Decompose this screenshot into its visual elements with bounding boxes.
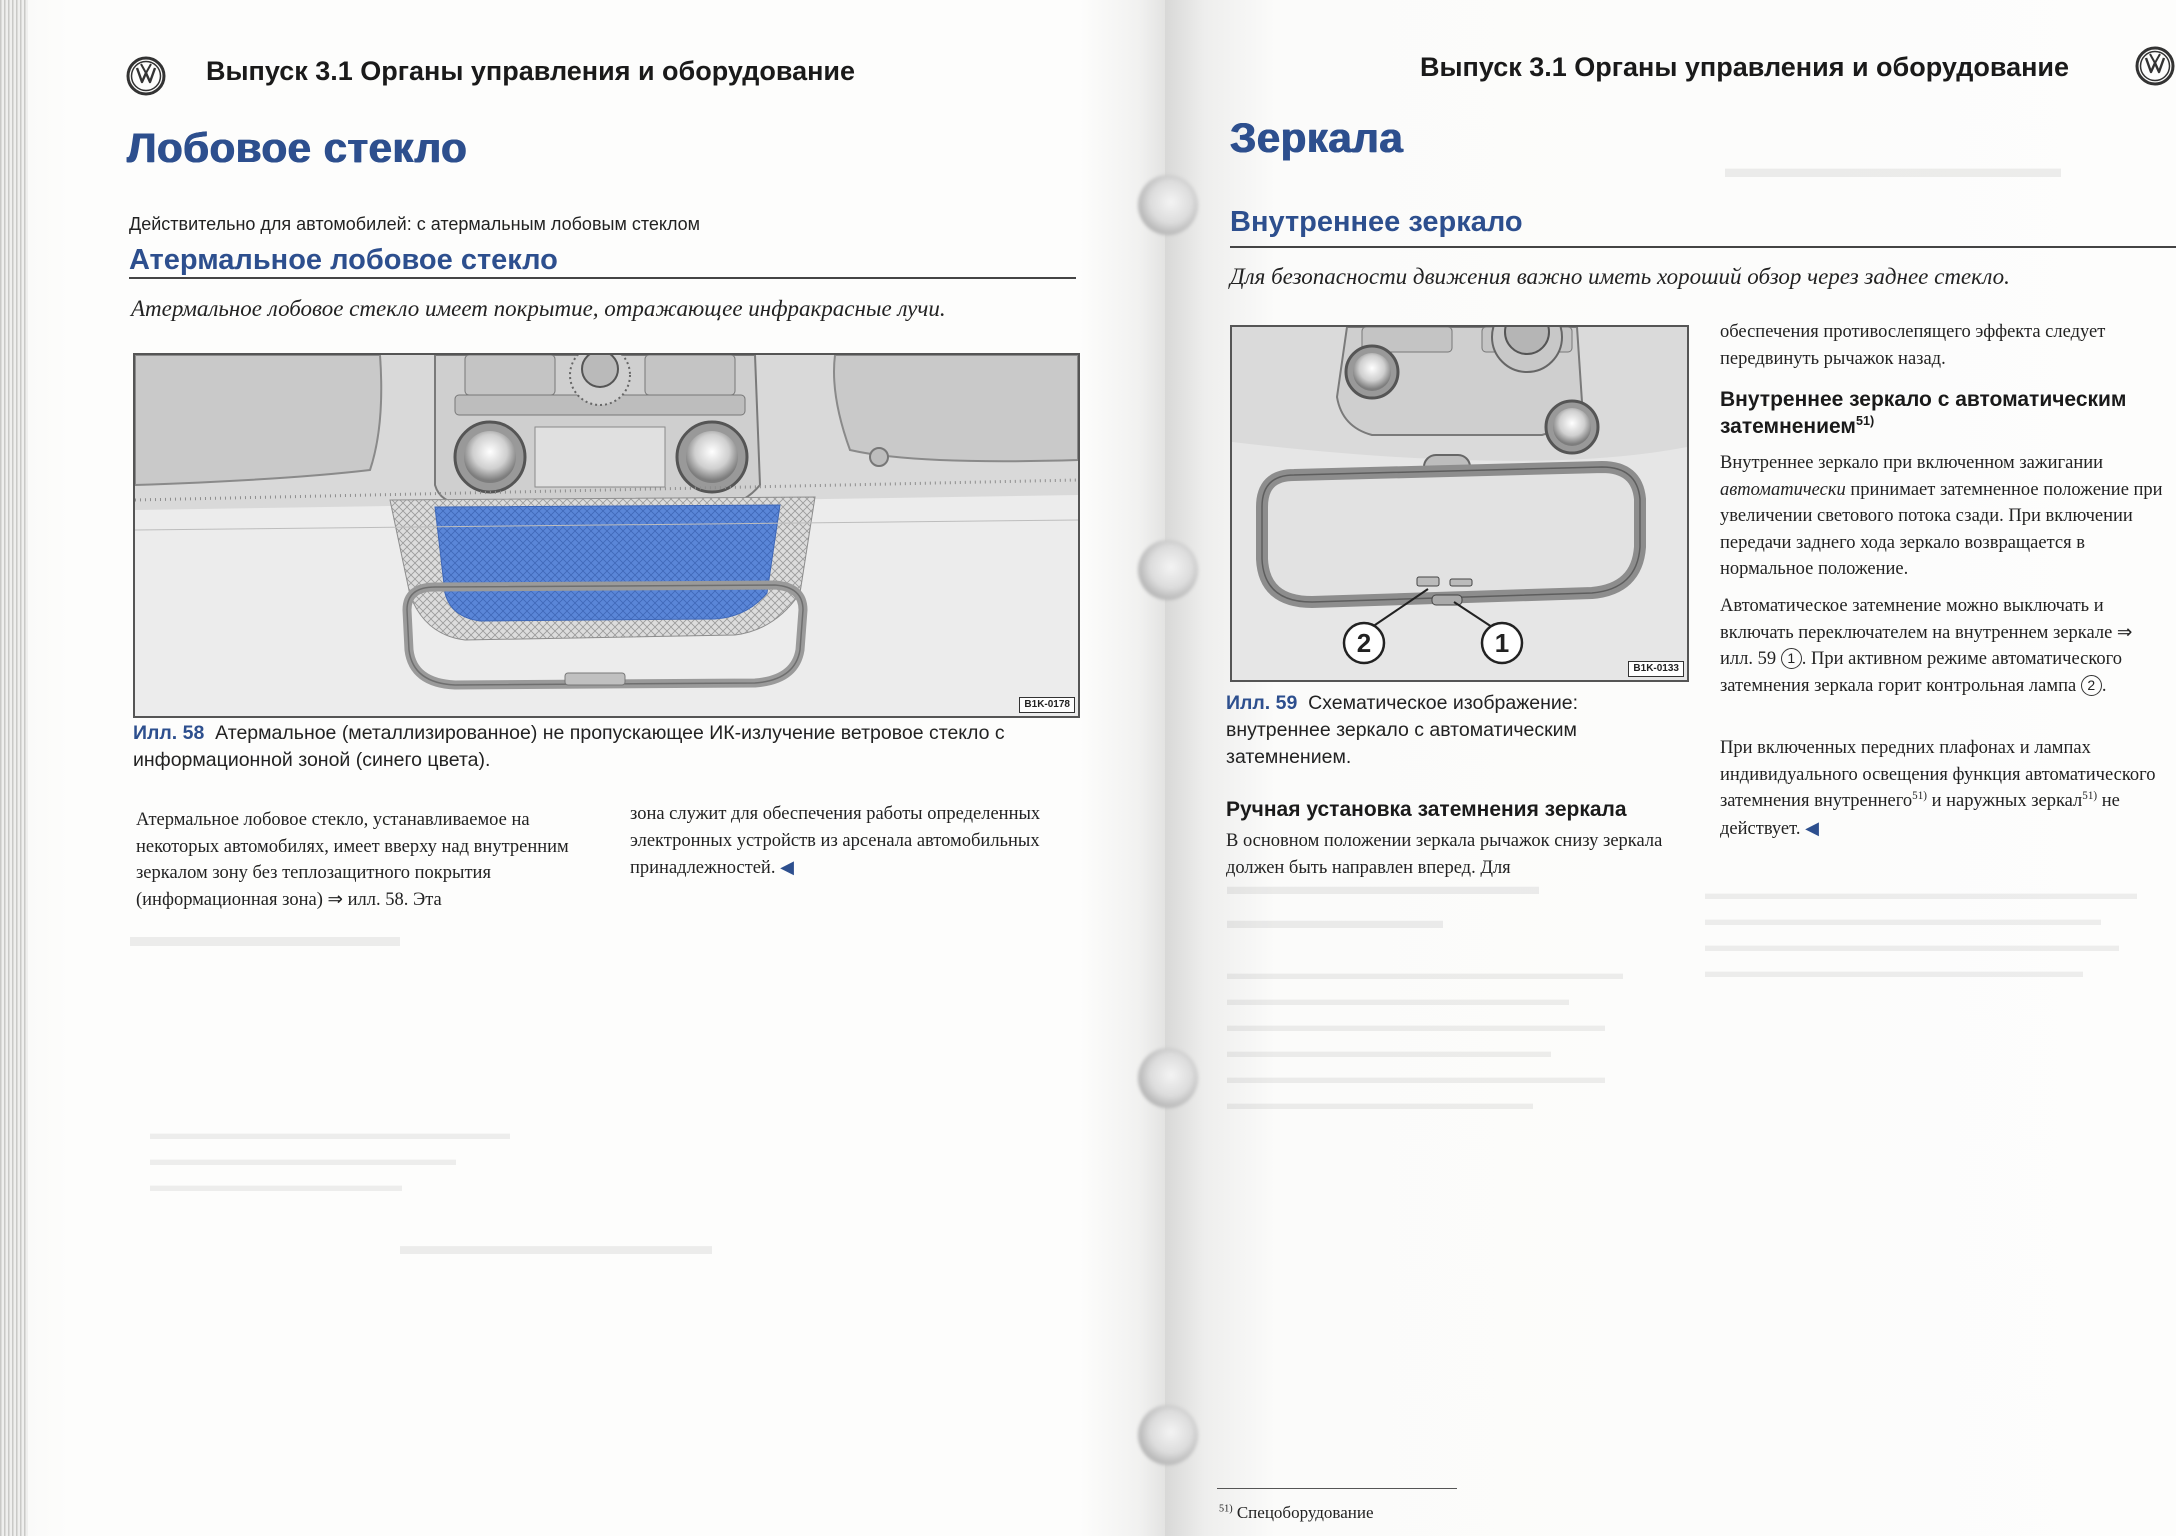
section-rule <box>129 277 1076 279</box>
page-title: Зеркала <box>1230 114 1404 161</box>
figure-59-caption <box>1226 690 1646 771</box>
running-head: Выпуск 3.1 Органы управления и оборудование <box>206 56 856 86</box>
validity-note: Действительно для автомобилей: с атермальным лобовым стеклом <box>129 214 701 234</box>
bleed-through-text: ▬▬▬▬▬▬▬▬▬▬▬▬▬▬▬▬▬▬▬▬▬▬▬▬ ▬▬▬▬▬▬▬▬▬▬▬▬▬▬▬▬▬▬▬▬▬▬ ▬▬▬▬▬▬▬▬▬▬▬▬▬▬▬▬▬▬▬▬▬▬▬ ▬▬▬▬▬▬▬▬▬▬▬▬▬▬▬▬▬▬▬▬▬ <box>1705 883 2137 981</box>
end-of-section-icon: ◀ <box>1805 817 1819 838</box>
footnote-text: Спецоборудование <box>1236 1503 1374 1522</box>
caption-label: Илл. 58 <box>133 722 205 744</box>
circled-number-1: 1 <box>1781 648 1802 669</box>
caption-text: Атермальное (металлизированное) не пропускающее ИК-излучение ветровое стекло с информационной зоной (синего цвета). <box>133 722 1005 771</box>
bleed-through-text: ▬▬▬▬▬▬▬▬▬▬▬▬ <box>1725 152 2061 183</box>
footnote-number: 51) <box>1219 1503 1233 1515</box>
mirror-illustration <box>1232 327 1687 680</box>
circled-number-2: 2 <box>2081 675 2102 696</box>
lead-text: Для безопасности движения важно иметь хороший обзор через заднее стекло. <box>1230 264 2010 289</box>
text-run: не действует. <box>1720 791 2120 839</box>
vw-logo-icon <box>2135 46 2175 86</box>
auto-dimming-paragraph-1 <box>1720 450 2165 583</box>
vw-logo-icon <box>126 56 166 96</box>
col2-continuation: обеспечения противослепящего эффекта следует передвинуть рычажок назад. <box>1720 322 2106 369</box>
bleed-through-text: ▬▬▬▬▬▬▬▬▬▬▬▬▬▬▬▬▬▬▬▬ ▬▬▬▬▬▬▬▬▬▬▬▬▬▬▬▬▬ ▬▬▬▬▬▬▬▬▬▬▬▬▬▬ <box>150 1123 510 1195</box>
auto-dimming-heading <box>1720 386 2165 440</box>
italic-text: автоматически <box>1720 479 1846 500</box>
footnote-ref: 51) <box>2082 789 2098 802</box>
windshield-illustration <box>135 355 1078 716</box>
text-run: При включенных передних плафонах и лампах индивидуального освещения функция автоматического затемнения внутреннего <box>1720 738 2156 811</box>
body-column-2-text: зона служит для обеспечения работы определенных электронных устройств из арсенала автомобильных принадлежностей. <box>630 804 1041 878</box>
binder-hole <box>1138 1048 1198 1108</box>
callout-1: 1 <box>1494 628 1510 658</box>
section-rule <box>1230 246 2176 248</box>
figure-58 <box>133 353 1080 718</box>
binder-hole <box>1138 175 1198 235</box>
section-title: Внутреннее зеркало <box>1230 206 1523 238</box>
footnote-rule <box>1217 1488 1457 1489</box>
auto-dimming-paragraph-3 <box>1720 735 2165 842</box>
right-page <box>1165 0 2176 1536</box>
end-of-section-icon: ◀ <box>780 857 794 877</box>
text-run: . <box>2101 675 2107 696</box>
figure-59 <box>1230 325 1689 682</box>
text-run: принимает затемненное положение при увеличении светового потока сзади. При включении передачи заднего хода зеркало возвращается в нормальное положение. <box>1720 479 2163 579</box>
text-run: Автоматическое затемнение можно выключать и включать переключателем на внутреннем зеркале ⇒ илл. 59 <box>1720 596 2133 669</box>
binder-hole <box>1138 540 1198 600</box>
caption-text: Схематическое изображение: внутреннее зеркало с автоматическим затемнением. <box>1226 692 1579 768</box>
bleed-through-text: ▬▬▬▬▬▬▬▬▬▬▬▬▬ ▬▬▬▬▬▬▬▬▬ <box>1227 873 1539 934</box>
body-column-2 <box>630 801 1090 882</box>
binder-hole <box>1138 1405 1198 1465</box>
manual-dimming-text: В основном положении зеркала рычажок снизу зеркала должен быть направлен вперед. Для <box>1226 831 1663 878</box>
figure-code: B1K-0133 <box>1628 661 1684 677</box>
bleed-through-text: ▬▬▬▬▬▬▬▬▬▬▬▬▬▬▬▬▬▬▬▬▬▬ ▬▬▬▬▬▬▬▬▬▬▬▬▬▬▬▬▬▬▬ ▬▬▬▬▬▬▬▬▬▬▬▬▬▬▬▬▬▬▬▬▬ ▬▬▬▬▬▬▬▬▬▬▬▬▬▬▬▬▬▬ ▬▬▬▬▬▬▬▬▬▬▬▬▬▬▬▬▬▬▬▬▬ ▬▬▬▬▬▬▬▬▬▬▬▬▬▬▬▬▬ <box>1227 963 1623 1113</box>
bleed-through-text: ▬▬▬▬▬▬▬▬▬▬▬▬ <box>400 1230 712 1260</box>
text-run: и наружных зеркал <box>1926 791 2083 811</box>
bleed-through-text: ▬▬▬▬▬▬▬▬▬ <box>130 920 400 953</box>
auto-dimming-heading-text: Внутреннее зеркало с автоматическим затемнением <box>1720 388 2127 438</box>
manual-dimming-heading: Ручная установка затемнения зеркала <box>1226 798 1627 821</box>
page-title: Лобовое стекло <box>127 124 468 171</box>
figure-58-caption <box>133 720 1093 774</box>
body-column-1: Атермальное лобовое стекло, устанавливаемое на некоторых автомобилях, имеет вверху над внутренним зеркалом зону без теплозащитного покрытия (информационная зона) ⇒ илл. 58. Эта <box>136 810 569 910</box>
footnote-ref: 51) <box>1912 789 1927 802</box>
page-stack-edge <box>0 0 28 1536</box>
section-title: Атермальное лобовое стекло <box>129 244 558 276</box>
callout-2: 2 <box>1356 628 1372 658</box>
text-run: . При активном режиме автоматического затемнения зеркала горит контрольная лампа <box>1720 649 2123 696</box>
lead-text: Атермальное лобовое стекло имеет покрытие, отражающее инфракрасные лучи. <box>131 296 946 321</box>
footnote-ref: 51) <box>1855 414 1875 428</box>
footnote <box>1219 1500 1374 1527</box>
caption-label: Илл. 59 <box>1226 692 1298 714</box>
running-head: Выпуск 3.1 Органы управления и оборудование <box>1420 52 2070 82</box>
auto-dimming-paragraph-2 <box>1720 593 2165 699</box>
figure-code: B1K-0178 <box>1019 697 1075 713</box>
text-run: Внутреннее зеркало при включенном зажигании <box>1720 453 2104 473</box>
